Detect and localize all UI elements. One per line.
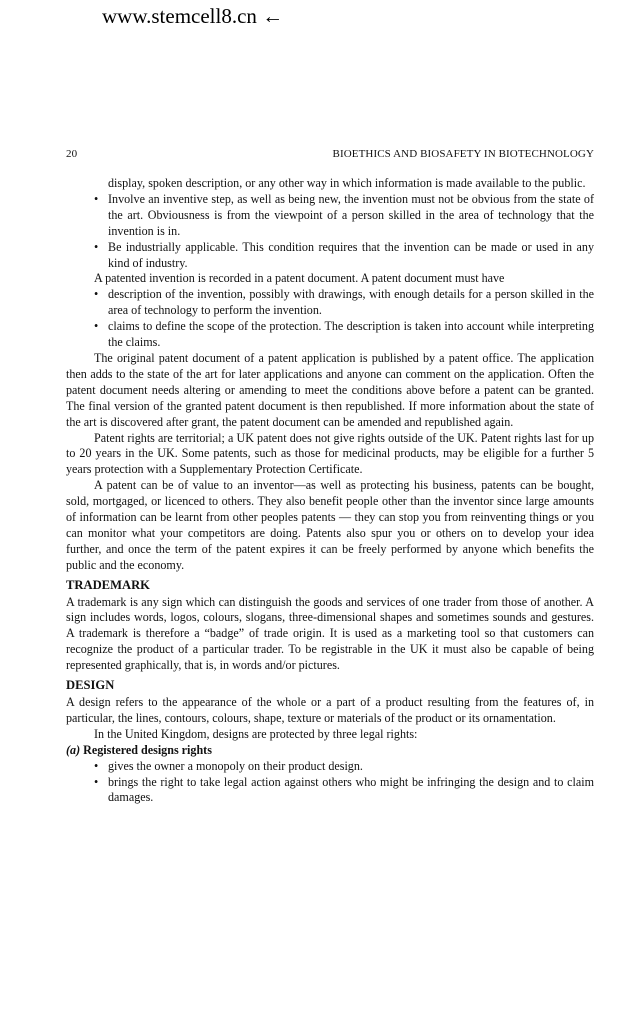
bullet-icon: • <box>94 774 99 789</box>
bullet-list-criteria <box>66 192 594 272</box>
running-title: BIOETHICS AND BIOSAFETY IN BIOTECHNOLOGY <box>332 148 594 160</box>
list-item-text: Be industrially applicable. This condition requires that the invention can be made or used in any kind of industry. <box>108 239 594 270</box>
list-item-text: description of the invention, possibly with drawings, with enough details for a person skilled in the area of technology to perform the invention. <box>108 287 594 318</box>
page-number: 20 <box>66 148 78 160</box>
heading-design: DESIGN <box>66 678 115 693</box>
subheading-text: Registered designs rights <box>83 742 212 757</box>
bullet-icon: • <box>94 191 99 206</box>
bullet-list-registered <box>66 759 594 807</box>
list-item <box>66 759 594 775</box>
paragraph-value: A patent can be of value to an inventor—as well as protecting his business, patents can be bought, sold, mortgaged, or licenced to others. They also benefit people other than the inventor since large amounts of information can be learnt from other peoples patents — they can stop you from reinventing things or you can monitor what your competitors are doing. Patents also spur you or others on to develop your idea further, and once the term of the patent expires it can be freely performed by anyone which benefits the public and the economy. <box>66 478 594 572</box>
list-item <box>66 240 594 272</box>
watermark-url: www.stemcell8.cn ← <box>102 4 284 28</box>
list-item <box>66 319 594 351</box>
heading-trademark: TRADEMARK <box>66 577 150 592</box>
lead-paragraph: A patented invention is recorded in a patent document. A patent document must have <box>94 271 505 286</box>
bullet-icon: • <box>94 239 99 254</box>
bullet-icon: • <box>94 287 99 302</box>
paragraph-territorial: Patent rights are territorial; a UK patent does not give rights outside of the UK. Patent rights last for up to 20 years in the UK. Some patents, such as those for medicinal products, may be eligible for a further 5 years protection with a Supplementary Protection Certificate. <box>66 430 594 477</box>
paragraph-design-rights: In the United Kingdom, designs are protected by three legal rights: <box>94 726 418 741</box>
bullet-list-document <box>66 287 594 351</box>
subheading-registered-designs <box>66 743 594 759</box>
bullet-icon: • <box>94 758 99 773</box>
list-item-text: claims to define the scope of the protection. The description is taken into account while interpreting the claims. <box>108 319 594 350</box>
continued-text: display, spoken description, or any other way in which information is made available to the public. <box>108 176 586 190</box>
paragraph-trademark: A trademark is any sign which can distinguish the goods and services of one trader from those of another. A sign includes words, logos, colours, slogans, three-dimensional shapes and sometimes sounds and gestures. A trademark is therefore a “badge” of trade origin. It is used as a marketing tool so that customers can recognize the product of a particular trader. To be registrable in the UK it must also be capable of being represented graphically, that is, in words and/or pictures. <box>66 594 594 673</box>
paragraph-design: A design refers to the appearance of the whole or a part of a product resulting from the features of, in particular, the lines, contours, colours, shape, texture or materials of the product or its ornamentation. <box>66 695 594 725</box>
page-body <box>66 176 594 806</box>
paragraph-publication: The original patent document of a patent application is published by a patent office. The application then adds to the state of the art for later applications and anyone can comment on the application. Often the patent document needs altering or amending to meet the conditions above before a patent can be granted. The final version of the granted patent document is then republished. If more information about the state of the art is discovered after grant, the patent document can be amended and republished again. <box>66 350 594 429</box>
list-item-text: gives the owner a monopoly on their product design. <box>108 758 363 773</box>
list-item-text: Involve an inventive step, as well as being new, the invention must not be obvious from the state of the art. Obviousness is from the viewpoint of a person skilled in the area of technology that the invention is in. <box>108 191 594 238</box>
list-item <box>66 775 594 807</box>
bullet-icon: • <box>94 319 99 334</box>
list-item <box>66 287 594 319</box>
list-item <box>66 192 594 240</box>
list-item-text: brings the right to take legal action against others who might be infringing the design and to claim damages. <box>108 774 594 805</box>
running-header <box>66 148 594 162</box>
subheading-letter: (a) <box>66 742 81 757</box>
